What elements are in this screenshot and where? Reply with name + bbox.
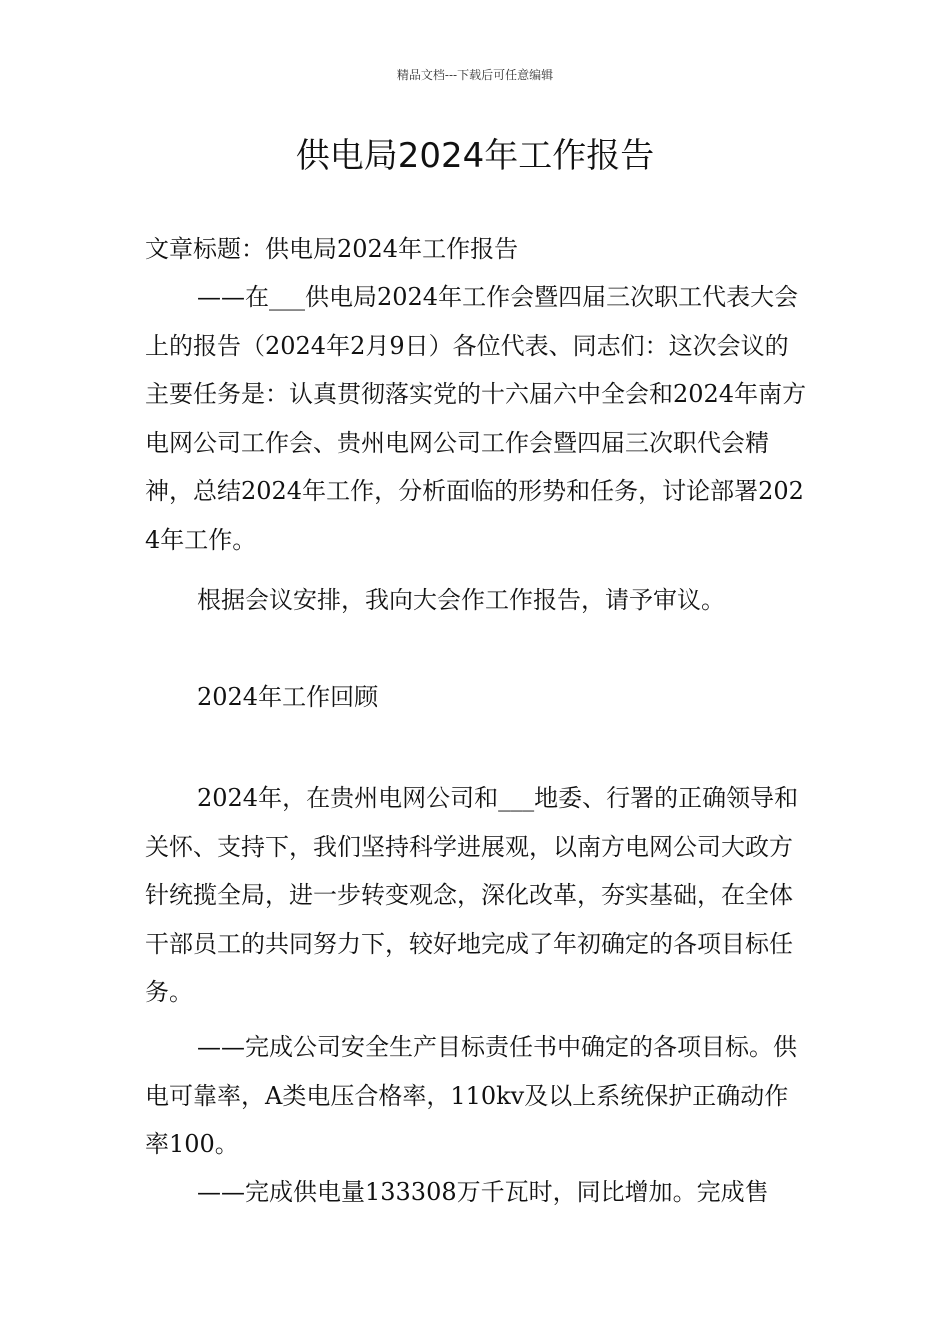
- article-title-line: 文章标题：供电局2024年工作报告: [145, 235, 519, 263]
- arrangement-paragraph: 根据会议安排，我向大会作工作报告，请予审议。: [197, 586, 725, 614]
- intro-paragraph: ——在___供电局2024年工作会暨四届三次职工代表大会上的报告（2024年2月9日）各位代表、同志们：这次会议的主要任务是：认真贯彻落实党的十六届六中全会和2024年南方电网公司工作会、贵州电网公司工作会暨四届三次职代会精神，总结2024年工作，分析面临的形势和任务，讨论部署2024年工作。: [145, 283, 807, 554]
- document-title: 供电局2024年工作报告: [295, 136, 655, 176]
- header-note: 精品文档---下载后可任意编辑: [396, 68, 554, 82]
- safety-paragraph: ——完成公司安全生产目标责任书中确定的各项目标。供电可靠率，A类电压合格率，110kv及以上系统保护正确动作率100。: [145, 1033, 797, 1158]
- section-heading: 2024年工作回顾: [197, 683, 379, 711]
- supply-paragraph: ——完成供电量133308万千瓦时，同比增加。完成售: [197, 1178, 769, 1206]
- review-paragraph: 2024年，在贵州电网公司和___地委、行署的正确领导和关怀、支持下，我们坚持科学进展观，以南方电网公司大政方针统揽全局，进一步转变观念，深化改革，夯实基础，在全体干部员工的共同努力下，较好地完成了年初确定的各项目标任务。: [145, 784, 799, 1006]
